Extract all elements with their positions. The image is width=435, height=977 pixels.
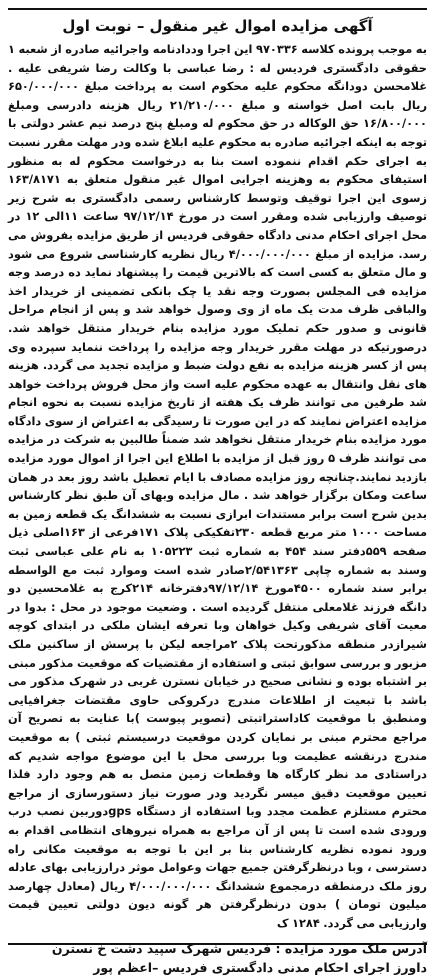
issuer-signature: داورز اجرای احکام مدنی دادگستری فردیس –اعظم پور bbox=[93, 959, 427, 975]
top-divider bbox=[8, 8, 427, 10]
notice-body: به موجب پرونده کلاسه ۹۷۰۳۳۶ این اجرا وددادنامه واجرائیه صادره از شعبه ۱ حقوقی دادگستری فردیس له : رضا عباسی با وکالت رضا شریفی علیه . غلامحسن دودانگه محکوم علیه محکوم است به پرداخت مبلغ ۶۵۰/۰۰۰/۰۰۰ ریال بابت اصل خواسته و مبلغ ۲۱/۲۱۰/۰۰۰ ریال هزینه دادرسی ومبلغ ۱۶/۸۰۰/۰۰۰ حق الوکاله در حق محکوم له ومبلغ پنج درصد نیم عشر دولتی با توجه به اینکه اجرائیه صادره به محکوم علیه ابلاغ شده ودر مهلت مقرر نسبت به اجرای حکم اقدام ننموده است بنا به درخواست محکوم له به منظور استیفای محکوم به وهزینه اجرایی اموال غیر منقول متعلق به ۱۶۳/۸۱۷۱ زسوی این اجرا توقیف وتوسط کارشناس رسمی دادگستری به شرح زیر توصیف وارزیابی شده ومقرر است در مورخ ۹۷/۱۲/۱۴ ساعت ۱۱الی ۱۲ در محل اجرای احکام مدنی دادگاه حقوقی فردیس از طریق مزایده بفروش می رسد. مزایده از مبلغ ۴/۰۰۰/۰۰۰/۰۰۰ ریال نظریه کارشناسی شروع می شود و مال متعلق به کسی است که بالاترین قیمت را پیشنهاد نماید ده درصد وجه مزایده فی المجلس بصورت وجه نقد یا چک بانکی تضمینی از خریدار اخذ والباقی ظرف مدت یک ماه از وی وصول خواهد شد و پس از انجام مراحل قانونی و صدور حکم تملیک مورد مزایده بنام خریدار منتقل خواهد شد. درصورتیکه در مهلت مقرر خریدار وجه مزایده را پرداخت ننماید سپرده وی پس از کسر هزینه مزایده به نفع دولت ضبط و مزایده تجدید می گردد. هزینه های نقل وانتقال به عهده محکوم علیه است واز محل فروش پرداخت خواهد شد طرفین می توانند ظرف یک هفته از تاریخ مزایده نسبت به نحوه انجام مزایده اعتراض نمایند که در این صورت تا رسیدگی به اعتراض از سوی دادگاه مورد مزایده بنام خریدار منتقل نخواهد شد ضمناً طالبین به شرکت در مزایده می توانند ظرف ۵ روز قبل از مزایده با اطلاع این اجرا از اموال مورد مزایده بازدید نمایند.چنانچه روز مزایده مصادف با ایام تعطیل باشد روز بعد در همان ساعت ومکان برگزار خواهد شد . مال مزایده وبهای آن طبق نظر کارشناس بدین شرح است برابر مستندات ابرازی نسبت به ششدانگ یک قطعه زمین به مساحت ۱۰۰۰ متر مربع قطعه ۲۳۰تفکیکی پلاک ۱۷۱فرعی از ۱۶۳اصلی ذیل صفحه ۵۵۹دفتر سند ۴۵۴ به شماره ثبت ۱۰۵۲۲۳ به نام علی عباسی ثبت وسند به شماره چاپی ۲/۵۴۱۳۶۳صادر شده است وموارد ثبت مع الواسطه برابر سند شماره ۴۵۰۰مورخ ۹۷/۱۲/۱۴دفترخانه ۲۱۴کرج به غلامحسین دو دانگه فرزند غلامعلی منتقل گردیده است . وضعیت موجود در محل : بدوا در معیت آقای شریفی وکیل خواهان وبا تعرفه ایشان ملکی در ابتدای کوچه شیرازدر منطقه مذکورتحت پلاک ۲مراجعه لیکن با پرسش از ساکنین ملک مزبور و بررسی سوابق ثبتی و استفاده از مقتضیات که موقعیت مذکور مبنی بر اشتباه بوده و نشانی صحیح در خیابان نسترن غربی در شهرک مذکور می باشد با تبعیت از اطلاعات مندرج درکروکی حاوی مقتضات جغرافیایی ومنطبق با موقعیت کاداستراتبتی (تصویر پیوست )با عنایت به تصریح آن مراجع محترم مبنی بر نمایان کردن موقعیت درسیستم ثبتی ) به موقعیت مندرج درنقشه عظیمت وبا بررسی محل با این موضوع مواجه شدیم که دراستادی مد نظر کارگاه ها وقطعات زمین متصل به هم وجود دارد فلذا تعیین موقعیت دقیق میسر نگردید ودر صورت نیاز دستورسازی از مراجع محترم مستلزم عظمت مجدد وبا استفاده از دستگاه gpsدوربین نصب درب ورودی شده است تا پس از آن مراجع به همراه نیروهای انتظامی اقدام به ورود نموده نظریه کارشناس بنا بر این با توجه به موقعیت مکانی راه دسترسی ، وبا درنظرگرفتن جمیع جهات وعوامل موثر درارزیابی بهای عادله روز ملک درمنطقه درمجموع ششدانگ ۴/۰۰۰/۰۰۰/۰۰۰ ریال (معادل چهارصد میلیون تومان ) بدون درنظرگرفتن هر گونه دیون دولتی تعیین قیمت وارزیابی می گردد. ۱۲۸۴ ک bbox=[8, 42, 428, 930]
bottom-divider bbox=[8, 943, 427, 945]
property-address: آدرس ملک مورد مزایده : فردیس شهرک سپید دشت خ نسترن bbox=[51, 940, 427, 956]
notice-title: آگهی مزایده اموال غیر منقول – نوبت اول bbox=[62, 17, 373, 35]
